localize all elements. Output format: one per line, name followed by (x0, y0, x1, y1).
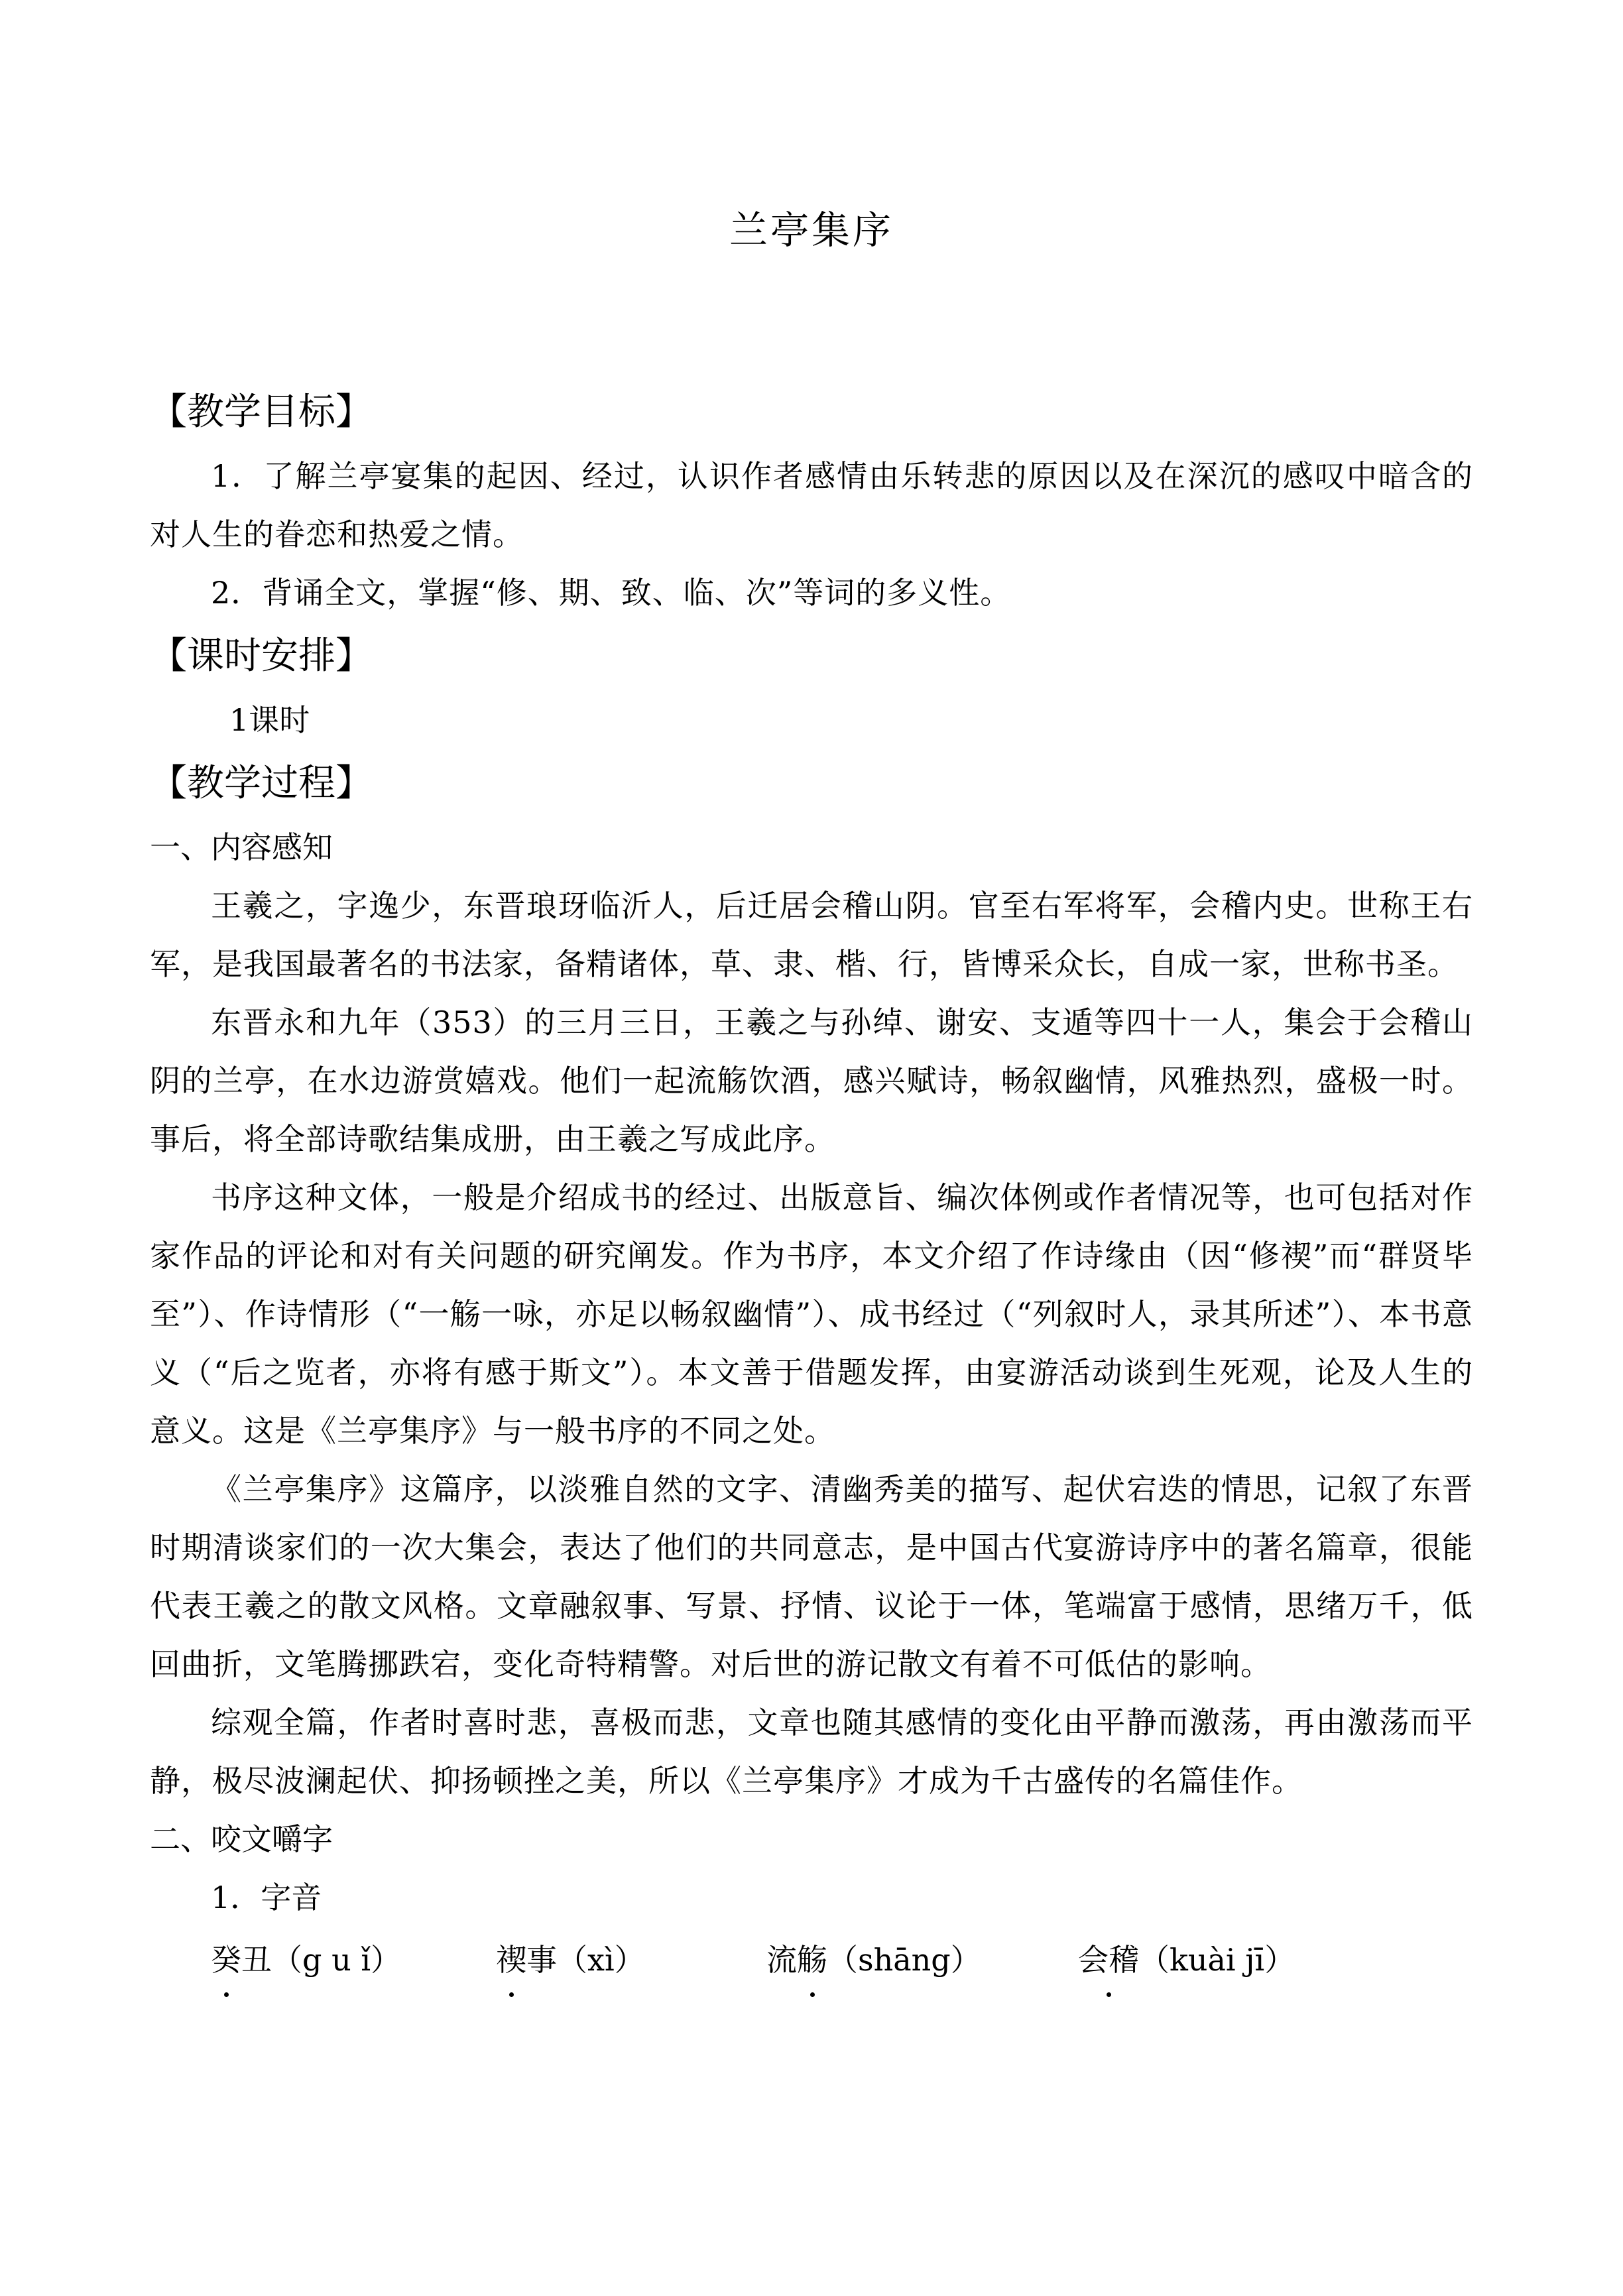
content-paragraph: 书序这种文体，一般是介绍成书的经过、出版意旨、编次体例或作者情况等，也可包括对作家作品的评论和对有关问题的研究阐发。作为书序，本文介绍了作诗缘由（因“修禊”而“群贤毕至”）、作诗情形（“一觞一咏，亦足以畅叙幽情”）、成书经过（“列叙时人，录其所述”）、本书意义（“后之览者，亦将有感于斯文”）。本文善于借题发挥，由宴游活动谈到生死观，论及人生的意义。这是《兰亭集序》与一般书序的不同之处。 (150, 1179, 1473, 1449)
schedule-text: 1课时 (229, 702, 310, 738)
content-paragraph: 《兰亭集序》这篇序，以淡雅自然的文字、清幽秀美的描写、起伏宕迭的情思，记叙了东晋时期清谈家们的一次大集会，表达了他们的共同意志，是中国古代宴游诗序中的著名篇章，很能代表王羲之的散文风格。文章融叙事、写景、抒情、议论于一体，笔端富于感情，思绪万千，低回曲折，文笔腾挪跌宕，变化奇特精警。对后世的游记散文有着不可低估的影响。 (150, 1471, 1473, 1682)
pron-pinyin: （xì） (557, 1942, 645, 1978)
process-heading: 【教学过程】 (150, 762, 373, 805)
goal-item: 1．了解兰亭宴集的起因、经过，认识作者感情由乐转悲的原因以及在深沉的感叹中暗含的对人生的眷恋和热爱之情。 (150, 458, 1473, 552)
pronunciation-item (1078, 1927, 1295, 1993)
content-paragraph: 东晋永和九年（353）的三月三日，王羲之与孙绰、谢安、支遁等四十一人，集会于会稽山阴的兰亭，在水边游赏嬉戏。他们一起流觞饮酒，感兴赋诗，畅叙幽情，风雅热烈，盛极一时。事后，将全部诗歌结集成册，由王羲之写成此序。 (150, 1004, 1473, 1157)
pronunciation-row (150, 1927, 1473, 1993)
part2-heading: 二、咬文嚼字 (150, 1821, 333, 1857)
pronunciation-subheading: 1．字音 (211, 1880, 322, 1915)
content-paragraph: 综观全篇，作者时喜时悲，喜极而悲，文章也随其感情的变化由平静而激荡，再由激荡而平静，极尽波澜起伏、抑扬顿挫之美，所以《兰亭集序》才成为千古盛传的名篇佳作。 (150, 1705, 1473, 1799)
pron-marked-char: 会稽 (1078, 1927, 1139, 1993)
pron-marked-char: 觞 (797, 1927, 827, 1993)
content-paragraph: 王羲之，字逸少，东晋琅玡临沂人，后迁居会稽山阴。官至右军将军，会稽内史。世称王右军，是我国最著名的书法家，备精诸体，草、隶、楷、行，皆博采众长，自成一家，世称书圣。 (150, 888, 1473, 982)
pronunciation-item (211, 1927, 401, 1993)
goals-heading: 【教学目标】 (150, 391, 373, 434)
schedule-heading: 【课时安排】 (150, 634, 373, 678)
pron-marked-char: 癸 (211, 1927, 241, 1993)
pron-pinyin: （shāng） (827, 1942, 981, 1978)
pron-pinyin: （g u ǐ） (272, 1942, 402, 1978)
part1-heading: 一、内容感知 (150, 829, 333, 865)
pron-marked-char: 禊 (496, 1927, 526, 1993)
pron-pre: 流 (766, 1942, 797, 1978)
page-title: 兰亭集序 (729, 208, 894, 253)
pronunciation-item (496, 1927, 645, 1993)
pron-post: 丑 (241, 1942, 272, 1978)
document-body (150, 378, 1473, 1993)
pron-pinyin: （kuài jī） (1139, 1942, 1295, 1978)
goal-item: 2．背诵全文，掌握“修、期、致、临、次”等词的多义性。 (211, 575, 1012, 611)
pron-post: 事 (526, 1942, 557, 1978)
pronunciation-item (766, 1927, 981, 1993)
